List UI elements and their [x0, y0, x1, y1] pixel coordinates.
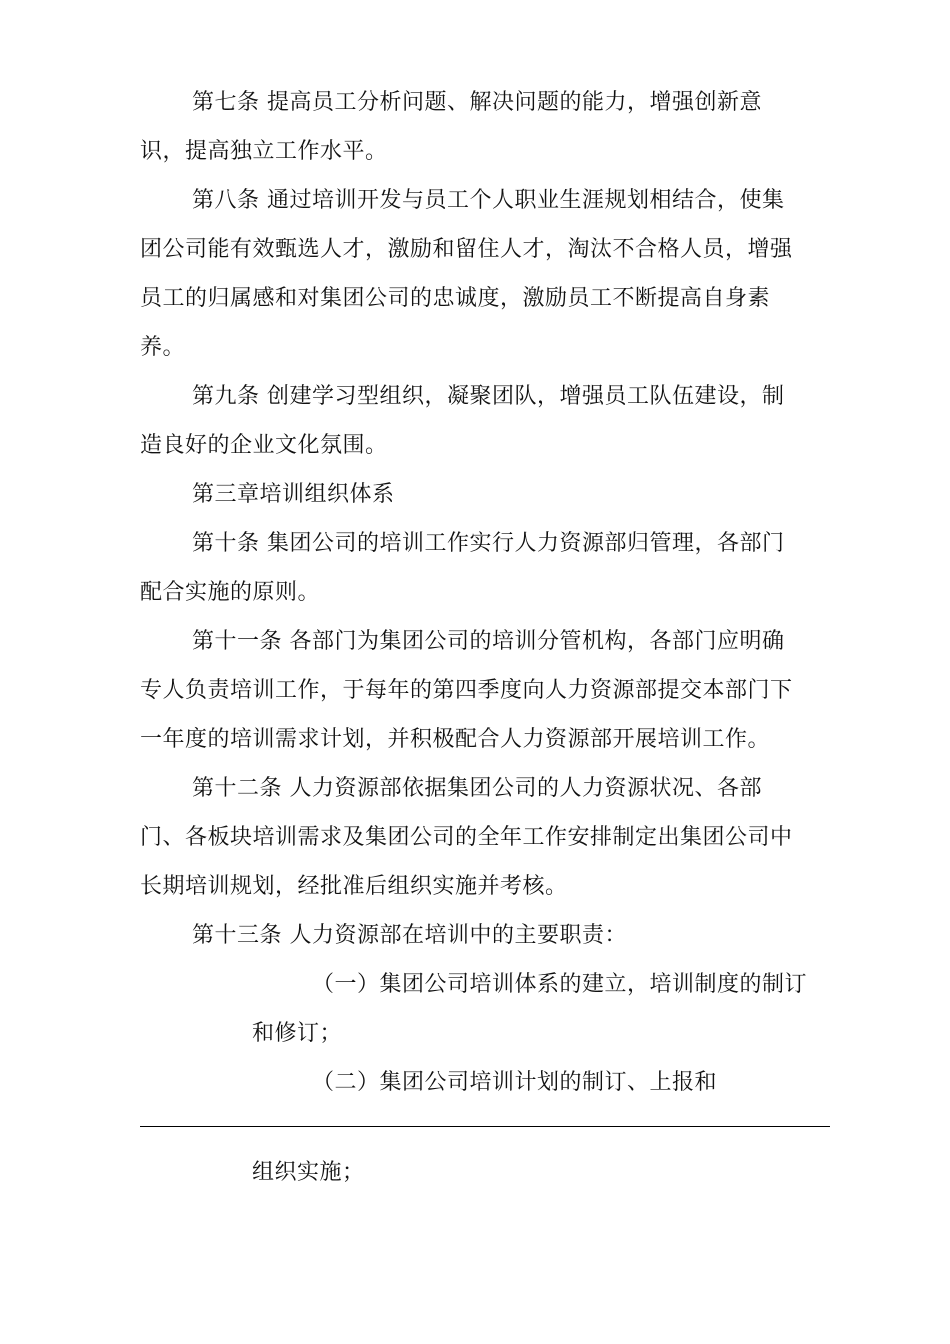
- article-9-line-2: 造良好的企业文化氛围。: [140, 433, 388, 458]
- article-10-line-2: 配合实施的原则。: [140, 580, 321, 605]
- article-8-line-2: 团公司能有效甄选人才，激励和留住人才，淘汰不合格人员，增强: [140, 237, 793, 262]
- article-12-line-3: 长期培训规划，经批准后组织实施并考核。: [140, 874, 568, 899]
- article-8-line-4: 养。: [140, 335, 186, 360]
- article-8-line-3: 员工的归属感和对集团公司的忠诚度，激励员工不断提高自身素: [140, 286, 771, 311]
- chapter-3-heading: 第三章培训组织体系: [192, 482, 395, 507]
- page-divider: [140, 1126, 830, 1127]
- article-11-line-3: 一年度的培训需求计划，并积极配合人力资源部开展培训工作。: [140, 727, 771, 752]
- article-9-line-1: 第九条 创建学习型组织，凝聚团队，增强员工队伍建设，制: [192, 384, 785, 409]
- article-12-line-1: 第十二条 人力资源部依据集团公司的人力资源状况、各部: [192, 776, 762, 801]
- article-7-line-1: 第七条 提高员工分析问题、解决问题的能力，增强创新意: [192, 90, 762, 115]
- article-11-line-1: 第十一条 各部门为集团公司的培训分管机构，各部门应明确: [192, 629, 785, 654]
- article-7-line-2: 识，提高独立工作水平。: [140, 139, 388, 164]
- article-13-line-1: 第十三条 人力资源部在培训中的主要职责：: [192, 923, 627, 948]
- duty-2-line-1: （二）集团公司培训计划的制订、上报和: [312, 1070, 718, 1095]
- duty-1-line-2: 和修订；: [252, 1021, 343, 1046]
- article-11-line-2: 专人负责培训工作，于每年的第四季度向人力资源部提交本部门下: [140, 678, 793, 703]
- article-10-line-1: 第十条 集团公司的培训工作实行人力资源部归管理，各部门: [192, 531, 785, 556]
- duty-2-line-2: 组织实施；: [252, 1160, 365, 1185]
- duty-1-line-1: （一）集团公司培训体系的建立，培训制度的制订: [312, 972, 808, 997]
- article-8-line-1: 第八条 通过培训开发与员工个人职业生涯规划相结合，使集: [192, 188, 785, 213]
- article-12-line-2: 门、各板块培训需求及集团公司的全年工作安排制定出集团公司中: [140, 825, 793, 850]
